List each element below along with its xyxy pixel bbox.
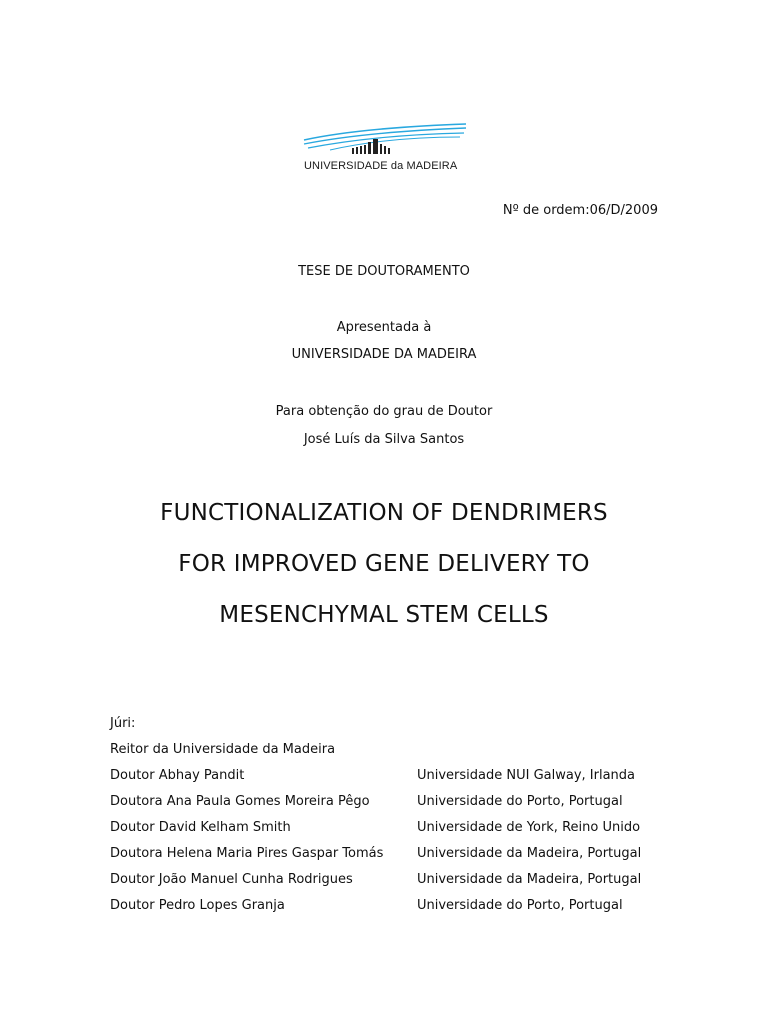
jury-member-name: Doutor João Manuel Cunha Rodrigues [110,872,353,887]
jury-member-name: Doutora Ana Paula Gomes Moreira Pêgo [110,794,370,809]
jury-member-institution: Universidade da Madeira, Portugal [417,846,642,861]
jury-member-name: Reitor da Universidade da Madeira [110,742,336,757]
logo-wordmark: UNIVERSIDADE da MADEIRA [304,160,458,172]
jury-row [110,742,710,768]
thesis-type: TESE DE DOUTORAMENTO [298,264,470,279]
university-logo-icon [300,120,470,160]
jury-row [110,794,710,820]
jury-member-name: Doutor Abhay Pandit [110,768,245,783]
jury-member-institution: Universidade do Porto, Portugal [417,898,623,913]
jury-member-institution: Universidade NUI Galway, Irlanda [417,768,636,783]
jury-label: Júri: [110,716,136,731]
jury-member-institution: Universidade do Porto, Portugal [417,794,623,809]
jury-member-name: Doutor Pedro Lopes Granja [110,898,285,913]
jury-row [110,872,710,898]
thesis-title-line-1: FUNCTIONALIZATION OF DENDRIMERS [160,500,608,526]
order-number: Nº de ordem:06/D/2009 [502,203,658,218]
jury-row [110,768,710,794]
jury-member-institution: Universidade da Madeira, Portugal [417,872,642,887]
jury-member-name: Doutora Helena Maria Pires Gaspar Tomás [110,846,384,861]
jury-row [110,820,710,846]
thesis-title-line-2: FOR IMPROVED GENE DELIVERY TO [178,551,590,577]
jury-member-name: Doutor David Kelham Smith [110,820,291,835]
thesis-title-line-3: MESENCHYMAL STEM CELLS [219,602,549,628]
author-name: José Luís da Silva Santos [303,432,465,447]
university-name: UNIVERSIDADE DA MADEIRA [291,347,477,362]
degree: Para obtenção do grau de Doutor [275,404,493,419]
jury-list [110,742,710,924]
jury-row [110,898,710,924]
jury-row [110,846,710,872]
presented-to: Apresentada à [336,320,432,335]
jury-member-institution: Universidade de York, Reino Unido [417,820,641,835]
university-logo [300,120,470,178]
